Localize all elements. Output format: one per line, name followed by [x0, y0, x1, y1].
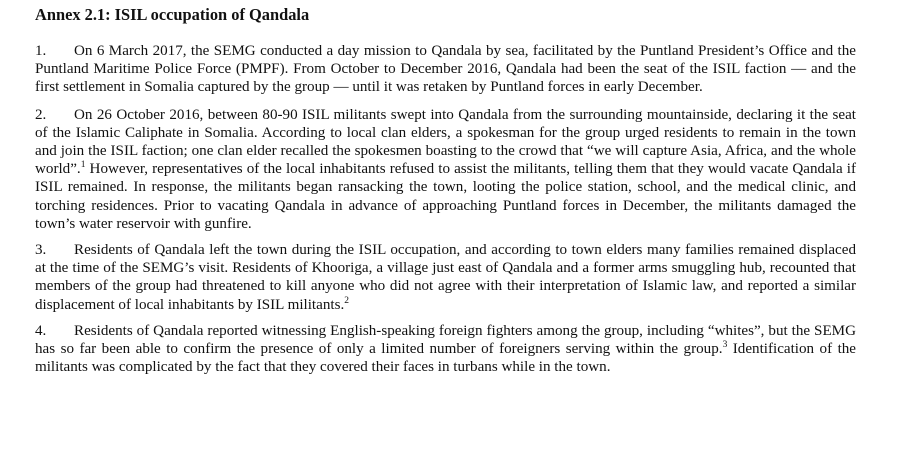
paragraph-text: Residents of Qandala reported witnessing English-speaking foreign fighters among the group, including “whites”, but the SEMG has so far been able to confirm the presence of only a limited number of foreigners serving within the group.	[35, 322, 856, 358]
paragraph-text: On 6 March 2017, the SEMG conducted a day mission to Qandala by sea, facilitated by the Puntland President’s Office and the Puntland Maritime Police Force (PMPF). From October to December 2016, Qandala had been the seat of the ISIL faction — and the first settlement in Somalia captured by the group — until it was retaken by Puntland forces in early December.	[35, 43, 856, 96]
paragraph-number: 4.	[35, 322, 47, 339]
paragraph-text: Residents of Qandala left the town during the ISIL occupation, and according to town elders many families remained displaced at the time of the SEMG’s visit. Residents of Khooriga, a village just east of Qandala and a former arms smuggling hub, recounted that members of the group had threatened to kill anyone who did not agree with their interpretation of Islamic law, and reported a similar displacement of local inhabitants by ISIL militants.	[35, 242, 856, 313]
paragraph-number: 1.	[35, 43, 47, 59]
paragraph-1	[35, 42, 856, 97]
paragraph-text: However, representatives of the local inhabitants refused to assist the militants, telling them that they would vacate Qandala if ISIL remained. In response, the militants began ransacking the town, looting the police station, school, and the medical clinic, and torching residences. Prior to vacating Qandala in advance of approaching Puntland forces in December, the militants damaged the town’s water reservoir with gunfire.	[35, 161, 856, 232]
footnote-ref-2[interactable]: 2	[344, 295, 349, 306]
paragraph-text: Identification of the militants was complicated by the fact that they covered their faces in turbans while in the town.	[35, 341, 857, 376]
footnote-ref-3[interactable]: 3	[722, 340, 728, 351]
annex-heading: Annex 2.1: ISIL occupation of Qandala	[35, 5, 310, 24]
document-page	[35, 4, 856, 384]
paragraph-number: 2.	[35, 106, 47, 123]
paragraph-2	[35, 106, 856, 233]
footnote-ref-1[interactable]: 1	[80, 160, 86, 171]
paragraph-text: On 26 October 2016, between 80-90 ISIL militants swept into Qandala from the surrounding mountainside, declaring it the seat of the Islamic Caliphate in Somalia. According to local clan elders, a spokesman for the group urged residents to remain in the town and join the ISIL faction; one clan elder recalled the spokesmen boasting to the crowd that “we will capture Asia, Africa, and the whole world”.	[35, 106, 856, 178]
paragraph-4	[35, 322, 856, 377]
paragraph-3	[35, 241, 856, 314]
paragraph-number: 3.	[35, 242, 47, 259]
